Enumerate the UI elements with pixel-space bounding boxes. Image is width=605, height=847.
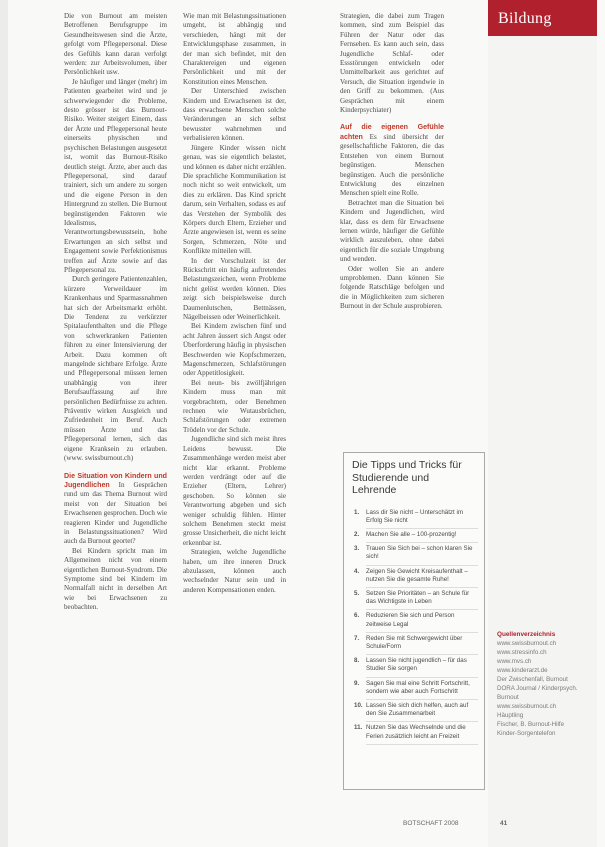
section-title: Bildung	[488, 0, 597, 36]
text-column-3	[340, 12, 444, 312]
source-line: DORA Journal / Kinderpsych.	[497, 685, 578, 692]
tip-text: Lassen Sie sich dich helfen, auch auf den Sie Zusammenarbeit	[366, 701, 469, 718]
paragraph: Betrachtet man die Situation bei Kindern und Jugendlichen, wird klar, dass es dem für Erwachsene lernen würde, häufiger die Gefühle wirklich auszuleben, ohne dabei eigentlich für die soziale Umgebung und wenden.	[340, 198, 444, 264]
paragraph: Bei Kindern spricht man im Allgemeinen nicht von einem eigentlichen Burnout-Syndrom. Die Symptome sind bei Kindern im Normalfall nicht in derselben Art wie bei Erwachsenen zu beobachten.	[64, 546, 167, 612]
tip-item	[354, 722, 478, 744]
paragraph	[340, 123, 444, 198]
tip-item	[354, 566, 478, 588]
tip-item	[354, 507, 478, 529]
tip-text: Lassen Sie nicht jugendlich – für das Studier Sie sorgen	[366, 657, 467, 673]
paragraph: Der Unterschied zwischen Kindern und Erwachsenen ist der, dass erwachsene Menschen solche Veränderungen an sich selbst bewusster wahrnehmen und verbalisieren können.	[183, 87, 286, 143]
subheading-children: Die Situation von Kindern und Jugendlichen	[64, 471, 167, 489]
tip-item	[354, 529, 478, 543]
tip-number: 4.	[354, 567, 360, 575]
paragraph: Wie man mit Belastungssituationen umgeht, ist abhängig und verschieden, hängt mit der Entwicklungsphase zusammen, in der man sich befindet, mit den Charaktereigen und eigenen Persönlichkeit und mit der Konstitution eines Menschen.	[183, 12, 286, 86]
source-line: www.kinderarzt.de	[497, 667, 548, 674]
subheading-feelings: Auf die eigenen Gefühle achten	[340, 123, 444, 141]
tip-number: 6.	[354, 612, 360, 620]
tips-title: Die Tipps und Tricks für Studierende und Lehrende	[352, 459, 462, 496]
tip-number: 3.	[354, 545, 360, 553]
source-line: Der Zwischenfall, Burnout	[497, 676, 568, 683]
tip-text: Lass dir Sie nicht – Unterschätzt im Erfolg Sie nicht	[366, 508, 463, 524]
paragraph	[64, 472, 167, 547]
tip-text: Setzen Sie Prioritäten – an Schule für das Wichtigste in Leben	[366, 589, 470, 606]
source-line: Fischer, B. Burnout-Hilfe	[497, 721, 565, 728]
paragraph-text: In Gesprächen rund um das Thema Burnout wird meist von der Situation bei Erwachsenen gesprochen. Doch wie reagieren Kinder und Jugendliche in Belastungssituationen? Wird auch da Burnout geortet?	[64, 480, 167, 546]
paragraph: Je häufiger und länger (mehr) im Patienten gearbeitet wird und je schwerwiegender die Probleme, desto grösser ist das Burnout-Risiko. Weiter steigert Einem, dass der Ärzte und Pflegepersonal heute einerseits physischen und psychischen Belastungen ausgesetzt ist, womit das Burnout-Risiko deutlich steigt. Ärzte, aber auch das Pflegepersonal, sind darauf trainiert, sich um andere zu sorgen und die eigene Person in den Hintergrund zu stellen. Die Burnout begünstigenden Faktoren wie Idealismus, Verantwortungsbewusstsein, hohe Erwartungen an sich selbst und Engagement sowie Perfektionismus treffen auf Ärzte sowie auf das Pflegepersonal zu.	[64, 77, 167, 274]
tip-number: 5.	[354, 589, 360, 597]
source-line: www.swissburnout.ch	[497, 640, 557, 647]
tip-number: 10.	[354, 701, 363, 709]
tip-number: 7.	[354, 634, 360, 642]
tips-list	[344, 507, 484, 745]
paragraph: Strategien, welche Jugendliche haben, um ihre inneren Druck abzulassen, können auch wechselnder Natur sein und in anderen Kompensationen enden.	[183, 548, 286, 594]
tip-number: 8.	[354, 657, 360, 665]
tip-item	[354, 678, 478, 700]
paragraph: In der Vorschulzeit ist der Rückschritt ein häufig auftretendes Belastungszeichen, wenn Probleme nicht gelöst werden können. Dies zeigt sich beispielsweise durch Daumenlutschen, Bettnässen, Nägelbeissen oder Weinerlichkeit.	[183, 256, 286, 321]
source-line: Häuptling	[497, 712, 524, 719]
tip-item	[354, 543, 478, 565]
paragraph: Bei neun- bis zwölfjährigen Kindern muss man mit vorgebrachtem, oder Benehmen rechnen wie Wutausbrüchen, Schlafstörungen oder extremen Trödeln vor der Schule.	[183, 378, 286, 434]
paragraph: Strategien, die dabei zum Tragen kommen, sind zum Beispiel das Führen der Natur oder das Fernsehen. Es kann auch sein, dass Jugendliche Schlaf- oder Essstörungen entwickeln oder Unmittelbarkeit aus gerichtet auf Versuch, die Situation irgendwie in den Griff zu bekommen. (Aus Gesprächen mit einem Kinderpsychiater)	[340, 12, 444, 115]
text-column-1	[64, 12, 167, 613]
source-line: www.stressinfo.ch	[497, 649, 547, 656]
sources-box	[497, 630, 587, 738]
tip-item	[354, 588, 478, 610]
tip-text: Sagen Sie mal eine Schritt Fortschritt, sondern wie aber auch Fortschritt	[366, 679, 470, 695]
source-line: www.mvs.ch	[497, 658, 532, 665]
tip-item	[354, 700, 478, 722]
tip-item	[354, 633, 478, 655]
tip-item	[354, 610, 478, 632]
paragraph: Jugendliche sind sich meist ihres Leidens bewusst. Die Zusammenhänge werden meist aber nicht klar erkannt. Probleme werden verdrängt oder auf die Erzieher (Eltern, Lehrer) geschoben. So können sie Verantwortung abgeben und sich weniger schuldig fühlen. Hinter solchem Benehmen steckt meist grosse Unsicherheit, die nicht leicht erkennbar ist.	[183, 435, 286, 547]
magazine-footer: BOTSCHAFT 2008	[403, 820, 459, 827]
paragraph: Die von Burnout am meisten Betroffenen Berufsgruppe im Gesundheitswesen sind die Ärzte, gefolgt vom Pflegepersonal. Diese des Gefühls kann daran verfolgt werden: zur Arbeitsvolumen, über Persönlichkeit usw.	[64, 12, 167, 77]
tip-number: 11.	[354, 724, 363, 732]
source-line: Burnout	[497, 694, 519, 701]
page-number: 41	[500, 820, 508, 827]
tip-number: 1.	[354, 508, 360, 516]
tip-number: 2.	[354, 530, 360, 538]
tip-text: Reden Sie mit Schwergewicht über Schule/Form	[366, 634, 463, 650]
paragraph: Durch geringere Patientenzahlen, kürzere Verweildauer im Krankenhaus und Sparmassnahmen hat sich der Arbeitsmarkt erhöht. Die Tendenz zu verkürzter Spitalaufenthalten und die Pflege von schwerkranken Patienten führen zu einer Intensivierung der Arbeit. Dazu kommen oft mangelnde sichtbare Erfolge. Ärzte und Pflegepersonal müssen lernen unabhängig von ihrer Berufsauffassung auf ihre persönlichen Bedürfnisse zu achten. Präventiv wirken Ausgleich und Zufriedenheit im Beruf. Auch müssen Ärzte und das Pflegepersonal lernen, sich das eigene Kranksein zu erlauben. (www. swissburnout.ch)	[64, 275, 167, 463]
tip-item	[354, 655, 478, 677]
tip-text: Nutzen Sie das Wechselnde und die Ferien zusätzlich leicht an Freizeit	[366, 724, 466, 740]
tip-text: Machen Sie alle – 100-prozentig!	[366, 530, 457, 538]
tips-box	[343, 452, 485, 790]
paragraph-text: Es sind übersicht der gesellschaftliche Faktoren, die das Entstehen von einem Burnout begünstigen. Menschen begünstigen. Auch die persönliche Entwicklung des einzelnen Menschen spielt eine Rolle.	[340, 132, 444, 198]
paragraph: Jüngere Kinder wissen nicht genau, was sie eigentlich belastet, und können es daher nicht erzählen. Die sprachliche Kommunikation ist noch nicht so weit entwickelt, um dies zu erklären. Das Kind spricht darum, sein Verhalten, sodass es auf das Verstehen der Symbolik des Körpers durch Eltern, Erzieher und Ärzte angewiesen ist, wenn es seine Sorgen, Schmerzen, Nöte und Konflikte mitteilen will.	[183, 143, 286, 256]
paragraph: Oder wollen Sie an andere umproblemen. Dann können Sie folgende Ratschläge befolgen und die in Möglichkeiten zum sicheren Burnout in der Schule ausprobieren.	[340, 264, 444, 311]
source-line: www.swissburnout.ch	[497, 703, 557, 710]
source-line: Kinder-Sorgentelefon	[497, 730, 556, 737]
sources-label: Quellenverzeichnis	[497, 631, 556, 638]
tip-text: Trauen Sie Sich bei – schon klaren Sie sich!	[366, 545, 473, 561]
text-column-2	[183, 12, 286, 595]
paragraph: Bei Kindern zwischen fünf und acht Jahren äussert sich Angst oder Überforderung häufig in physischen Beschwerden wie Kopfschmerzen, Magenschmerzen, Schlafstörungen oder Appetitlosigkeit.	[183, 322, 286, 378]
tip-text: Zeigen Sie Gewicht Kreisaufenthalt – nutzen Sie die gesamte Ruhe!	[366, 567, 468, 583]
tip-number: 9.	[354, 679, 360, 687]
tip-text: Reduzieren Sie sich und Person zeitweise Legal	[366, 612, 455, 628]
